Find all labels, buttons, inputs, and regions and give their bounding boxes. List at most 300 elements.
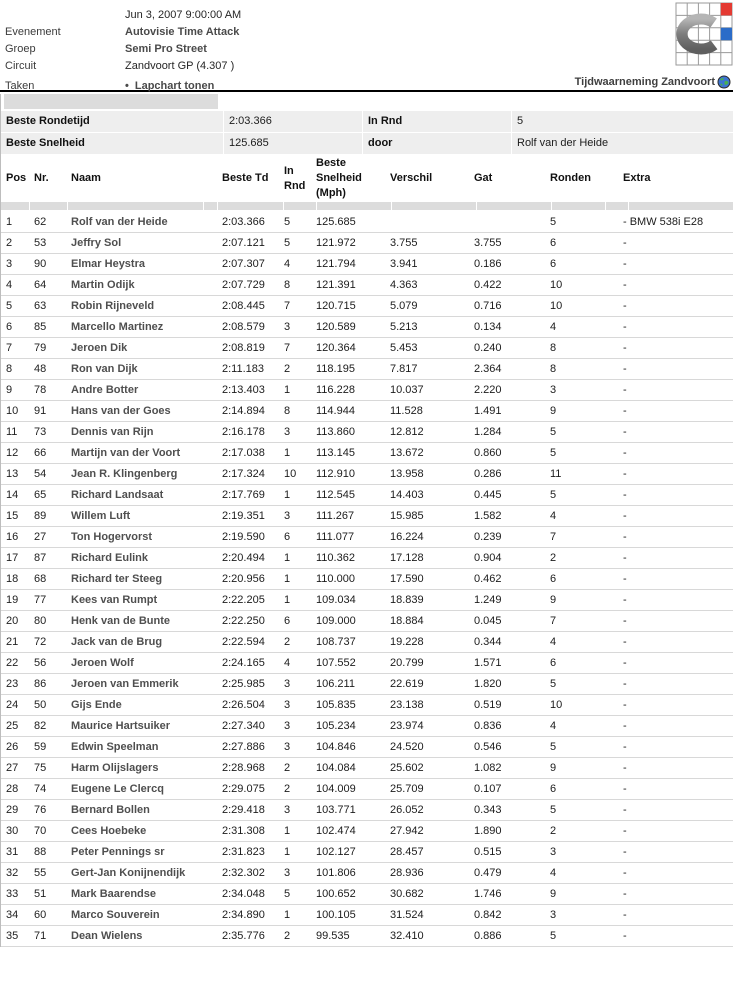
cell-snelheid: 113.145	[316, 447, 355, 459]
cell-pos: 23	[6, 678, 19, 690]
cell-spacer1	[201, 569, 214, 589]
best-speed-label: Beste Snelheid	[1, 133, 223, 154]
cell-verschil: 22.619	[390, 678, 424, 690]
cell-nr: 77	[34, 594, 47, 606]
cell-gat: 1.082	[474, 762, 502, 774]
cell-gat: 0.515	[474, 846, 502, 858]
cell-spacer1	[201, 611, 214, 631]
table-row	[1, 254, 733, 275]
cell-verschil: 15.985	[390, 510, 424, 522]
col-header-snelheid: Beste Snelheid (Mph)	[316, 157, 362, 199]
cell-in-rnd: 3	[284, 867, 291, 879]
cell-spacer2	[596, 611, 618, 631]
cell-extra: -	[623, 615, 627, 627]
cell-ronden: 6	[550, 657, 557, 669]
cell-in-rnd: 2	[284, 783, 291, 795]
best-laptime-value: 2:03.366	[224, 111, 362, 132]
cell-nr: 85	[34, 321, 47, 333]
col-header-verschil: Verschil	[390, 172, 433, 184]
cell-gat: 0.134	[474, 321, 502, 333]
cell-verschil: 12.812	[390, 426, 424, 438]
tasks-label: Taken	[5, 80, 35, 92]
logo-blue-square	[721, 28, 732, 40]
cell-beste-td: 2:22.250	[222, 615, 265, 627]
cell-spacer1	[201, 590, 214, 610]
cell-spacer2	[596, 569, 618, 589]
cell-extra: -	[623, 321, 627, 333]
cell-gat: 2.220	[474, 384, 502, 396]
table-row	[1, 758, 733, 779]
cell-spacer2	[596, 485, 618, 505]
col-header-in-rnd: In Rnd	[284, 164, 306, 192]
logo-red-square	[721, 3, 732, 15]
cell-ronden: 4	[550, 636, 557, 648]
cell-pos: 24	[6, 699, 19, 711]
cell-verschil: 7.817	[390, 363, 418, 375]
cell-beste-td: 2:26.504	[222, 699, 265, 711]
cell-snelheid: 110.362	[316, 552, 355, 564]
cell-spacer1	[201, 800, 214, 820]
cell-ronden: 7	[550, 615, 557, 627]
cell-beste-td: 2:07.121	[222, 237, 265, 249]
cell-naam: Dean Wielens	[71, 930, 143, 942]
cell-spacer1	[201, 821, 214, 841]
cell-nr: 55	[34, 867, 47, 879]
cell-beste-td: 2:20.494	[222, 552, 265, 564]
table-row	[1, 737, 733, 758]
timing-company-logo	[675, 2, 733, 66]
in-round-value: 5	[512, 111, 733, 132]
cell-pos: 22	[6, 657, 19, 669]
cell-beste-td: 2:25.985	[222, 678, 265, 690]
cell-in-rnd: 6	[284, 615, 291, 627]
cell-nr: 27	[34, 531, 47, 543]
cell-snelheid: 99.535	[316, 930, 350, 942]
cell-beste-td: 2:35.776	[222, 930, 265, 942]
cell-extra: -	[623, 405, 627, 417]
cell-verschil: 19.228	[390, 636, 424, 648]
cell-in-rnd: 3	[284, 720, 291, 732]
cell-in-rnd: 3	[284, 699, 291, 711]
cell-gat: 2.364	[474, 363, 502, 375]
cell-spacer2	[596, 590, 618, 610]
cell-pos: 16	[6, 531, 19, 543]
cell-pos: 14	[6, 489, 19, 501]
cell-naam: Richard Eulink	[71, 552, 149, 564]
table-row	[1, 926, 733, 947]
cell-beste-td: 2:08.445	[222, 300, 265, 312]
table-row	[1, 317, 733, 338]
cell-spacer2	[596, 275, 618, 295]
cell-spacer2	[596, 338, 618, 358]
cell-nr: 59	[34, 741, 47, 753]
table-header-strip	[4, 94, 218, 109]
cell-gat: 0.344	[474, 636, 502, 648]
col-header-extra: Extra	[623, 172, 651, 184]
cell-extra: -	[623, 531, 627, 543]
cell-verschil: 30.682	[390, 888, 424, 900]
cell-gat: 0.107	[474, 783, 502, 795]
cell-beste-td: 2:17.324	[222, 468, 265, 480]
cell-gat: 0.239	[474, 531, 502, 543]
cell-in-rnd: 3	[284, 678, 291, 690]
cell-extra: -	[623, 762, 627, 774]
cell-extra: -	[623, 363, 627, 375]
date-spacer	[0, 7, 125, 24]
cell-extra: -	[623, 468, 627, 480]
cell-snelheid: 104.009	[316, 783, 356, 795]
table-row	[1, 905, 733, 926]
cell-gat: 0.422	[474, 279, 502, 291]
cell-ronden: 5	[550, 489, 557, 501]
cell-beste-td: 2:29.075	[222, 783, 265, 795]
cell-naam: Jack van de Brug	[71, 636, 163, 648]
cell-pos: 29	[6, 804, 19, 816]
cell-verschil: 3.941	[390, 258, 418, 270]
cell-extra: -	[623, 300, 627, 312]
cell-snelheid: 102.474	[316, 825, 356, 837]
cell-snelheid: 104.084	[316, 762, 356, 774]
cell-gat: 0.546	[474, 741, 502, 753]
group-label: Groep	[5, 43, 36, 55]
cell-spacer2	[596, 821, 618, 841]
cell-verschil: 28.457	[390, 846, 424, 858]
cell-snelheid: 120.715	[316, 300, 356, 312]
cell-pos: 12	[6, 447, 19, 459]
cell-verschil: 5.079	[390, 300, 418, 312]
table-row	[1, 653, 733, 674]
cell-beste-td: 2:19.590	[222, 531, 265, 543]
lapchart-link[interactable]: Lapchart tonen	[134, 80, 215, 92]
page-header	[0, 0, 733, 92]
cell-beste-td: 2:14.894	[222, 405, 265, 417]
cell-ronden: 5	[550, 678, 557, 690]
cell-spacer2	[596, 380, 618, 400]
cell-gat: 0.836	[474, 720, 502, 732]
cell-nr: 88	[34, 846, 47, 858]
cell-verschil: 5.453	[390, 342, 418, 354]
cell-ronden: 6	[550, 573, 557, 585]
table-row	[1, 695, 733, 716]
table-row	[1, 233, 733, 254]
col-header-pos: Pos	[6, 172, 27, 184]
cell-gat: 0.286	[474, 468, 502, 480]
cell-gat: 0.045	[474, 615, 502, 627]
cell-snelheid: 103.771	[316, 804, 356, 816]
cell-naam: Hans van der Goes	[71, 405, 171, 417]
cell-extra: -	[623, 426, 627, 438]
table-row	[1, 359, 733, 380]
cell-naam: Kees van Rumpt	[71, 594, 158, 606]
cell-spacer2	[596, 632, 618, 652]
cell-nr: 91	[34, 405, 47, 417]
cell-verschil: 20.799	[390, 657, 424, 669]
cell-extra: -	[623, 930, 627, 942]
cell-naam: Martin Odijk	[71, 279, 135, 291]
cell-snelheid: 104.846	[316, 741, 356, 753]
cell-beste-td: 2:17.769	[222, 489, 265, 501]
cell-snelheid: 120.364	[316, 342, 356, 354]
cell-naam: Harm Olijslagers	[71, 762, 159, 774]
cell-verschil: 23.138	[390, 699, 424, 711]
cell-spacer2	[596, 212, 618, 232]
cell-beste-td: 2:03.366	[222, 216, 265, 228]
cell-in-rnd: 1	[284, 447, 291, 459]
cell-beste-td: 2:17.038	[222, 447, 265, 459]
cell-verschil: 25.709	[390, 783, 424, 795]
cell-in-rnd: 10	[284, 468, 297, 480]
cell-nr: 73	[34, 426, 47, 438]
table-row	[1, 611, 733, 632]
cell-snelheid: 116.228	[316, 384, 355, 396]
cell-snelheid: 114.944	[316, 405, 355, 417]
cell-pos: 19	[6, 594, 19, 606]
cell-ronden: 4	[550, 867, 557, 879]
door-label: door	[363, 133, 511, 154]
cell-spacer2	[596, 926, 618, 946]
cell-spacer2	[596, 695, 618, 715]
cell-gat: 0.462	[474, 573, 502, 585]
cell-naam: Martijn van der Voort	[71, 447, 181, 459]
session-datetime: Jun 3, 2007 9:00:00 AM	[125, 9, 242, 21]
cell-ronden: 10	[550, 279, 563, 291]
cell-snelheid: 105.234	[316, 720, 356, 732]
cell-verschil: 27.942	[390, 825, 424, 837]
cell-nr: 64	[34, 279, 47, 291]
cell-gat: 1.249	[474, 594, 502, 606]
cell-spacer2	[596, 254, 618, 274]
cell-extra: -	[623, 720, 627, 732]
table-row	[1, 296, 733, 317]
cell-gat: 1.890	[474, 825, 502, 837]
cell-extra: -	[623, 846, 627, 858]
cell-pos: 31	[6, 846, 19, 858]
cell-spacer2	[596, 737, 618, 757]
cell-ronden: 6	[550, 258, 557, 270]
cell-naam: Jeroen van Emmerik	[71, 678, 179, 690]
cell-nr: 53	[34, 237, 47, 249]
cell-naam: Richard ter Steeg	[71, 573, 163, 585]
cell-spacer1	[201, 737, 214, 757]
cell-spacer2	[596, 401, 618, 421]
cell-spacer2	[596, 905, 618, 925]
cell-in-rnd: 3	[284, 426, 291, 438]
cell-snelheid: 120.589	[316, 321, 356, 333]
cell-extra: -	[623, 237, 627, 249]
cell-spacer2	[596, 443, 618, 463]
cell-nr: 48	[34, 363, 47, 375]
cell-beste-td: 2:34.048	[222, 888, 265, 900]
cell-nr: 90	[34, 258, 47, 270]
cell-beste-td: 2:16.178	[222, 426, 265, 438]
cell-spacer1	[201, 506, 214, 526]
cell-beste-td: 2:22.205	[222, 594, 265, 606]
cell-verschil: 10.037	[390, 384, 424, 396]
cell-beste-td: 2:11.183	[222, 363, 265, 375]
table-row	[1, 422, 733, 443]
cell-gat: 0.343	[474, 804, 502, 816]
table-row	[1, 842, 733, 863]
cell-gat: 1.746	[474, 888, 502, 900]
cell-nr: 76	[34, 804, 47, 816]
cell-verschil: 18.884	[390, 615, 424, 627]
cell-pos: 35	[6, 930, 19, 942]
cell-snelheid: 100.105	[316, 909, 356, 921]
table-row	[1, 884, 733, 905]
best-speed-value: 125.685	[224, 133, 362, 154]
cell-in-rnd: 3	[284, 741, 291, 753]
subheader-strip	[1, 202, 733, 211]
cell-gat: 0.186	[474, 258, 502, 270]
cell-spacer2	[596, 422, 618, 442]
cell-naam: Willem Luft	[71, 510, 131, 522]
cell-nr: 68	[34, 573, 47, 585]
table-row	[1, 464, 733, 485]
cell-spacer1	[201, 905, 214, 925]
cell-snelheid: 101.806	[316, 867, 356, 879]
cell-gat: 1.284	[474, 426, 502, 438]
cell-pos: 28	[6, 783, 19, 795]
event-label: Evenement	[5, 26, 61, 38]
cell-spacer2	[596, 233, 618, 253]
cell-in-rnd: 7	[284, 300, 291, 312]
cell-snelheid: 102.127	[316, 846, 356, 858]
cell-ronden: 10	[550, 300, 563, 312]
cell-verschil: 14.403	[390, 489, 424, 501]
cell-spacer1	[201, 296, 214, 316]
cell-spacer2	[596, 884, 618, 904]
cell-snelheid: 109.000	[316, 615, 356, 627]
cell-pos: 20	[6, 615, 19, 627]
door-value: Rolf van der Heide	[512, 133, 733, 154]
results-column-headers	[1, 155, 733, 202]
cell-pos: 15	[6, 510, 19, 522]
cell-in-rnd: 8	[284, 279, 291, 291]
cell-pos: 5	[6, 300, 13, 312]
cell-nr: 78	[34, 384, 47, 396]
cell-spacer2	[596, 758, 618, 778]
cell-ronden: 5	[550, 216, 557, 228]
brand-name: Tijdwaarneming Zandvoort	[574, 76, 715, 88]
globe-icon[interactable]	[717, 75, 731, 89]
table-row	[1, 821, 733, 842]
cell-in-rnd: 1	[284, 846, 291, 858]
cell-snelheid: 106.211	[316, 678, 355, 690]
cell-spacer1	[201, 422, 214, 442]
cell-spacer1	[201, 695, 214, 715]
cell-gat: 3.755	[474, 237, 502, 249]
cell-verschil: 17.128	[390, 552, 424, 564]
cell-spacer1	[201, 653, 214, 673]
cell-spacer2	[596, 800, 618, 820]
cell-nr: 86	[34, 678, 47, 690]
cell-nr: 71	[34, 930, 47, 942]
cell-verschil: 23.974	[390, 720, 424, 732]
cell-ronden: 4	[550, 510, 557, 522]
cell-nr: 89	[34, 510, 47, 522]
cell-beste-td: 2:08.579	[222, 321, 265, 333]
cell-ronden: 4	[550, 321, 557, 333]
cell-in-rnd: 1	[284, 384, 291, 396]
cell-verschil: 11.528	[390, 405, 423, 417]
cell-ronden: 5	[550, 426, 557, 438]
cell-in-rnd: 3	[284, 804, 291, 816]
table-row	[1, 548, 733, 569]
cell-snelheid: 112.910	[316, 468, 355, 480]
cell-extra: -	[623, 552, 627, 564]
cell-spacer2	[596, 464, 618, 484]
cell-extra: -	[623, 867, 627, 879]
cell-pos: 18	[6, 573, 19, 585]
cell-gat: 0.479	[474, 867, 502, 879]
table-row	[1, 632, 733, 653]
cell-extra: -	[623, 279, 627, 291]
cell-snelheid: 107.552	[316, 657, 356, 669]
cell-gat	[469, 212, 543, 232]
cell-naam: Rolf van der Heide	[71, 216, 168, 228]
cell-nr: 75	[34, 762, 47, 774]
cell-in-rnd: 6	[284, 531, 291, 543]
cell-pos: 32	[6, 867, 19, 879]
cell-spacer1	[201, 233, 214, 253]
cell-pos: 7	[6, 342, 13, 354]
cell-extra: -	[623, 804, 627, 816]
cell-spacer2	[596, 863, 618, 883]
cell-spacer1	[201, 401, 214, 421]
table-row	[1, 716, 733, 737]
cell-spacer1	[201, 926, 214, 946]
cell-nr: 66	[34, 447, 47, 459]
cell-naam: Ton Hogervorst	[71, 531, 153, 543]
cell-ronden: 7	[550, 531, 557, 543]
cell-spacer1	[201, 485, 214, 505]
cell-verschil: 18.839	[390, 594, 424, 606]
cell-ronden: 5	[550, 804, 557, 816]
cell-pos: 9	[6, 384, 13, 396]
cell-spacer2	[596, 527, 618, 547]
cell-spacer1	[201, 779, 214, 799]
cell-naam: Jeffry Sol	[71, 237, 122, 249]
circuit-value: Zandvoort GP (4.307 )	[125, 60, 235, 72]
cell-naam: Edwin Speelman	[71, 741, 159, 753]
cell-beste-td: 2:27.886	[222, 741, 265, 753]
cell-beste-td: 2:22.594	[222, 636, 265, 648]
cell-nr: 60	[34, 909, 47, 921]
col-header-nr: Nr.	[34, 172, 49, 184]
best-laptime-label: Beste Rondetijd	[1, 111, 223, 132]
cell-beste-td: 2:28.968	[222, 762, 265, 774]
col-header-gat: Gat	[474, 172, 493, 184]
cell-spacer1	[201, 632, 214, 652]
cell-pos: 4	[6, 279, 13, 291]
summary-row-best-speed	[1, 133, 733, 154]
cell-naam: Dennis van Rijn	[71, 426, 154, 438]
cell-nr: 51	[34, 888, 47, 900]
cell-beste-td: 2:34.890	[222, 909, 265, 921]
cell-naam: Peter Pennings sr	[71, 846, 165, 858]
table-row	[1, 212, 733, 233]
cell-naam: Jean R. Klingenberg	[71, 468, 178, 480]
cell-verschil: 5.213	[390, 321, 418, 333]
cell-extra: -	[623, 636, 627, 648]
circuit-label: Circuit	[5, 60, 37, 72]
cell-extra: -	[623, 699, 627, 711]
cell-spacer2	[596, 842, 618, 862]
cell-pos: 26	[6, 741, 19, 753]
cell-in-rnd: 3	[284, 321, 291, 333]
cell-ronden: 6	[550, 237, 557, 249]
cell-extra: -	[623, 888, 627, 900]
